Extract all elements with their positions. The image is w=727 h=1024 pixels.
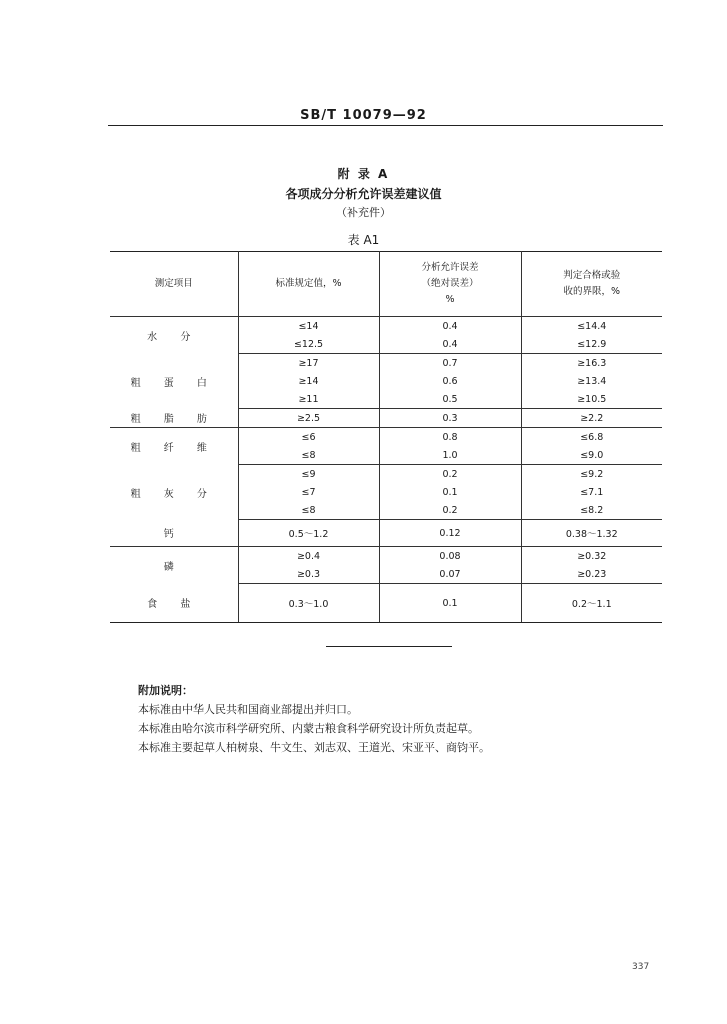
error-value: 1.0 — [379, 446, 521, 465]
limit-value: ≤12.9 — [521, 335, 662, 354]
standard-value: ≥14 — [238, 372, 379, 390]
error-value: 0.08 — [379, 547, 521, 566]
header-standard: 标准规定值，% — [238, 252, 379, 317]
item-moisture: 水 分 — [110, 317, 238, 354]
item-crude-fiber: 粗 纤 维 — [110, 428, 238, 465]
table-row — [110, 428, 662, 447]
standard-value: 0.3～1.0 — [238, 584, 379, 623]
item-phosphorus: 磷 — [110, 547, 238, 584]
limit-value: 0.2～1.1 — [521, 584, 662, 623]
limit-value: ≥0.23 — [521, 565, 662, 584]
item-salt: 食 盐 — [110, 584, 238, 623]
notes-title: 附加说明： — [138, 684, 193, 697]
standard-value: ≥0.4 — [238, 547, 379, 566]
error-value: 0.6 — [379, 372, 521, 390]
error-value: 0.07 — [379, 565, 521, 584]
table-caption: 表 A1 — [347, 233, 380, 247]
notes-line: 本标准由哈尔滨市科学研究所、内蒙古粮食科学研究设计所负责起草。 — [138, 722, 479, 735]
header-limit-line: 判定合格或验 — [563, 270, 621, 281]
table-row — [110, 547, 662, 566]
standard-value: ≤7 — [238, 483, 379, 501]
table-header-row — [110, 252, 662, 317]
error-value: 0.4 — [379, 317, 521, 336]
error-value: 0.2 — [379, 501, 521, 520]
item-crude-ash: 粗 灰 分 — [110, 465, 238, 520]
header-error-line: % — [445, 294, 455, 305]
header-error — [379, 252, 521, 317]
error-value: 0.7 — [379, 354, 521, 373]
error-value: 0.4 — [379, 335, 521, 354]
limit-value: ≤14.4 — [521, 317, 662, 336]
error-value: 0.12 — [379, 520, 521, 547]
item-crude-protein: 粗 蛋 白 — [110, 354, 238, 409]
standard-value: ≥17 — [238, 354, 379, 373]
item-calcium: 钙 — [110, 520, 238, 547]
item-crude-fat: 粗 脂 肪 — [110, 409, 238, 428]
notes-line: 本标准由中华人民共和国商业部提出并归口。 — [138, 703, 358, 716]
standard-value: ≥2.5 — [238, 409, 379, 428]
table-row — [110, 584, 662, 623]
standard-value: ≤6 — [238, 428, 379, 447]
error-value: 0.8 — [379, 428, 521, 447]
table-row — [110, 317, 662, 336]
error-value: 0.5 — [379, 390, 521, 409]
additional-notes — [138, 681, 618, 757]
error-tolerance-table — [110, 251, 662, 623]
limit-value: ≥0.32 — [521, 547, 662, 566]
standard-value: ≤9 — [238, 465, 379, 484]
notes-line: 本标准主要起草人柏树泉、牛文生、刘志双、王道光、宋亚平、商钧平。 — [138, 741, 490, 754]
limit-value: ≥10.5 — [521, 390, 662, 409]
error-value: 0.1 — [379, 584, 521, 623]
standard-value: ≥11 — [238, 390, 379, 409]
error-value: 0.2 — [379, 465, 521, 484]
table-row — [110, 520, 662, 547]
limit-value: ≥13.4 — [521, 372, 662, 390]
error-value: 0.3 — [379, 409, 521, 428]
limit-value: 0.38～1.32 — [521, 520, 662, 547]
limit-value: ≤8.2 — [521, 501, 662, 520]
limit-value: ≤7.1 — [521, 483, 662, 501]
limit-value: ≥16.3 — [521, 354, 662, 373]
standard-value: 0.5～1.2 — [238, 520, 379, 547]
document-title: 各项成分分析允许误差建议值 — [285, 187, 442, 201]
standard-value: ≤8 — [238, 501, 379, 520]
header-item: 测定项目 — [110, 252, 238, 317]
header-limit — [521, 252, 662, 317]
appendix-title: 附 录 A — [337, 167, 390, 181]
limit-value: ≤9.2 — [521, 465, 662, 484]
end-rule — [326, 646, 452, 647]
error-value: 0.1 — [379, 483, 521, 501]
standard-value: ≤8 — [238, 446, 379, 465]
header-error-line: （绝对误差） — [421, 278, 479, 289]
table-row — [110, 409, 662, 428]
standard-value: ≤12.5 — [238, 335, 379, 354]
header-error-line: 分析允许误差 — [421, 262, 479, 273]
standard-code: SB/T 10079—92 — [300, 108, 427, 123]
limit-value: ≥2.2 — [521, 409, 662, 428]
header-limit-line: 收的界限，% — [563, 286, 621, 297]
table-row — [110, 354, 662, 373]
limit-value: ≤9.0 — [521, 446, 662, 465]
standard-value: ≥0.3 — [238, 565, 379, 584]
limit-value: ≤6.8 — [521, 428, 662, 447]
header-rule — [108, 125, 663, 126]
document-subtitle: （补充件） — [336, 206, 391, 219]
table-row — [110, 465, 662, 484]
page-number: 337 — [632, 962, 650, 972]
standard-value: ≤14 — [238, 317, 379, 336]
